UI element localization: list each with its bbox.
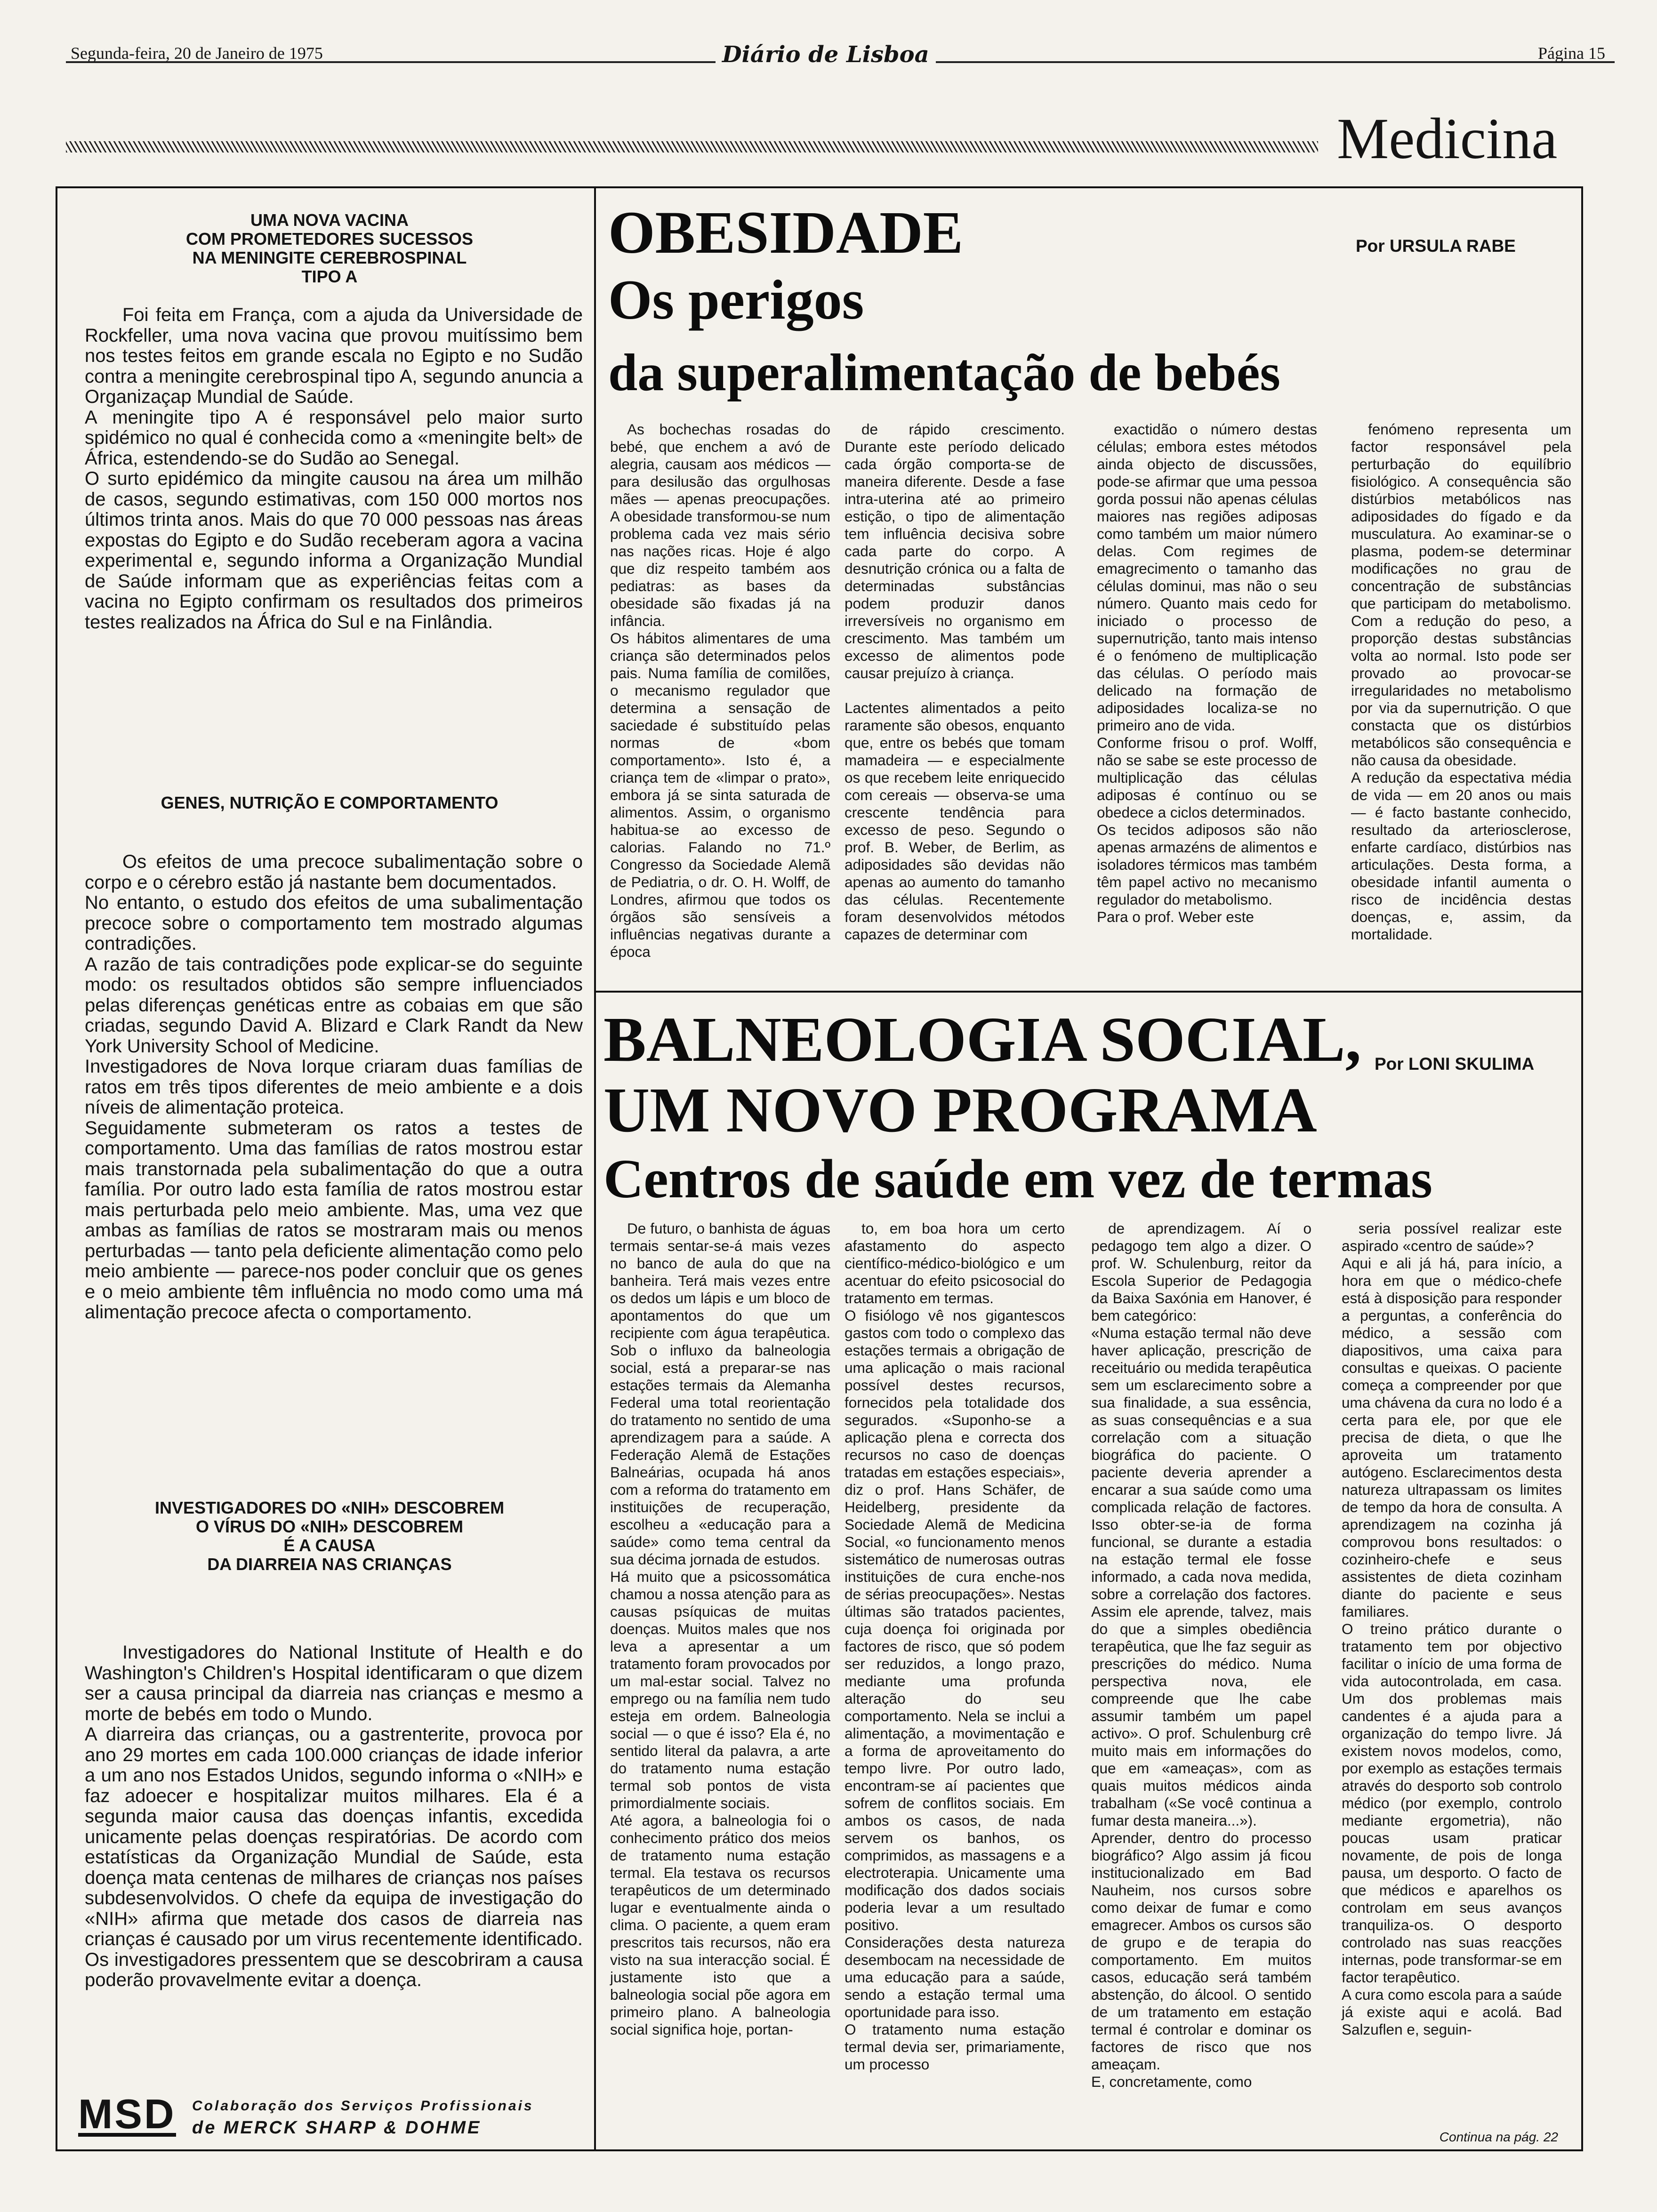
- sponsor-line-1: Colaboração dos Serviços Profissionais: [192, 2098, 534, 2114]
- article-body-nih: Investigadores do National Institute of Health e do Washington's Children's Hospital identificaram o que dizem ser a causa principal da diarreia nas crianças e mesmo a morte de bebés em todo o Mundo. A diarreira das crianças, ou a gastrenterite, provoca por ano 29 mortes em cada 100.000 crianças de idade inferior a um ano nos Estados Unidos, segundo informa o «NIH» e faz adoecer e hospitalizar muitos milhares. Ela é a segunda maior causa das doenças infantis, excedida unicamente pelas doenças respiratórias. De acordo com estatísticas da Organização Mundial de Saúde, esta doença mata centenas de milhares de crianças nos países subdesenvolvidos. O chefe da equipa de investigação do «NIH» afirma que metade dos casos de diarreia nas crianças é causado por um virus recentemente identificado. Os investigadores pressentem que se descobriram a causa poderão provavelmente evitar a doença.: [85, 1642, 583, 1990]
- balneologia-column-1: De futuro, o banhista de águas termais sentar-se-á mais vezes no banco de aula do que na banheira. Terá mais vezes entre os dedos um lápis e um bloco de apontamentos do que um recipiente com água terapêutica. Sob o influxo da balneologia social, está a preparar-se nas estações termais da Alemanha Federal uma total reorientação do tratamento no sentido de uma aprendizagem para a saúde. A Federação Alemã de Estações Balneárias, ocupada há anos com a reforma do tratamento em instituições de recuperação, escolheu a «educação para a saúde» como tema central da sua décima jornada de estudos. Há muito que a psicossomática chamou a nossa atenção para as causas psíquicas de muitas doenças. Muitos males que nos leva a apresentar a um tratamento foram provocados por um mal-estar social. Talvez no emprego ou na família nem tudo esteja em ordem. Balneologia social — o que é isso? Ela é, no sentido literal da palavra, a arte do tratamento numa estação termal sob pontos de vista primordialmente sociais. Até agora, a balneologia foi o conhecimento prático dos meios de tratamento numa estação termal. Ela testava os recursos terapêuticos de um determinado lugar e eventualmente ainda o clima. O paciente, a quem eram prescritos tais recursos, não era visto na sua interacção social. É justamente isto que a balneologia social põe agora em primeiro plano. A balneologia social significa hoje, portan-: [610, 1220, 830, 2038]
- balneologia-subtitle: Centros de saúde em vez de termas: [603, 1148, 1432, 1210]
- obesidade-byline: Por URSULA RABE: [1356, 236, 1516, 256]
- balneologia-column-2: to, em boa hora um certo afastamento do aspecto científico-médico-biológico e um acentuar do efeito psicosocial do tratamento em termas. O fisiólogo vê nos gigantescos gastos com todo o complexo das estações termais a obrigação de uma aplicação o mais racional possível destes recursos, fornecidos pela totalidade dos segurados. «Suponho-se a aplicação plena e correcta dos recursos no caso de doenças tratadas em estações especiais», diz o prof. Hans Schäfer, de Heidelberg, presidente da Sociedade Alemã de Medicina Social, «o funcionamento menos sistemático de numerosas outras instituições de cura enche-nos de sérias preocupações». Nestas últimas são tratados pacientes, cuja doença foi originada por factores de risco, que só podem ser reduzidos, a longo prazo, mediante uma profunda alteração do seu comportamento. Nela se inclui a alimentação, a movimentação e a forma de aproveitamento do tempo livre. Por outro lado, encontram-se aí pacientes que sofrem de conflitos sociais. Em ambos os casos, de nada servem os banhos, os comprimidos, as massagens e a electroterapia. Unicamente uma modificação dos dados sociais poderia levar a um resultado positivo. Considerações desta natureza desembocam na necessidade de uma educação para a saúde, sendo a estação termal uma oportunidade para isso. O tratamento numa estação termal devia ser, primariamente, um processo: [845, 1220, 1065, 2073]
- section-hatch-bar: [66, 141, 1318, 152]
- column-divider: [594, 186, 596, 2151]
- balneologia-column-3: de aprendizagem. Aí o pedagogo tem algo a dizer. O prof. W. Schulenburg, reitor da Escola Superior de Pedagogia da Baixa Saxónia em Hanover, é bem categórico: «Numa estação termal não deve haver aplicação, prescrição de receituário ou medida terapêutica sem um esclarecimento sobre a sua finalidade, a sua essência, as suas consequências e a sua correlação com a situação biográfica do paciente. O paciente deveria aprender a encarar a sua saúde como uma complicada relação de factores. Isso obter-se-ia de forma funcional, se durante a estadia na estação termal ele fosse informado, a cada nova medida, sobre a correlação dos factores. Assim ele aprende, talvez, mais do que a simples obediência terapêutica, que lhe faz seguir as prescrições do médico. Numa perspectiva nova, ele compreende que lhe cabe assumir também um papel activo». O prof. Schulenburg crê muito mais em informações do que em «ameaças», com as quais muitos médicos ainda trabalham («Se você continua a fumar desta maneira...»). Aprender, dentro do processo biográfico? Algo assim já ficou institucionalizado em Bad Nauheim, nos cursos sobre como deixar de fumar e como emagrecer. Ambos os cursos são de grupo e de terapia do comportamento. Em muitos casos, educação será também abstenção, do álcool. O sentido de um tratamento em estação termal é controlar e dominar os factores de risco que nos ameaçam. E, concretamente, como: [1091, 1220, 1311, 2090]
- article-body-vacina: Foi feita em França, com a ajuda da Universidade de Rockfeller, uma nova vacina que provou muitíssimo bem nos testes feitos em grande escala no Egipto e no Sudão contra a meningite cerebrospinal tipo A, segundo anuncia a Organizaçap Mundial de Saúde. A meningite tipo A é responsável pelo maior surto spidémico no qual é conhecida como a «meningite belt» de África, estendendo-se do Sudão ao Senegal. O surto epidémico da mingite causou na área um milhão de casos, segundo estimativas, com 150 000 mortos nos últimos trinta anos. Mais do que 70 000 pessoas nas áreas expostas do Egipto e do Sudão receberam agora a vacina experimental e, segundo informa a Organização Mundial de Saúde informam que as experiências feitas com a vacina no Egipto confirmam os resultados dos primeiros testes realizados na África do Sul e na Finlândia.: [85, 305, 583, 633]
- balneologia-column-4: seria possível realizar este aspirado «centro de saúde»? Aqui e ali já há, para início, a hora em que o médico-chefe está à disposição para responder a perguntas, a conferência do médico, a sessão com diapositivos, uma caixa para consultas e queixas. O paciente começa a compreender por que uma chávena da cura no lodo é a certa para ele, por que ele precisa de dieta, o que lhe aproveita um tratamento autógeno. Esclarecimentos desta natureza ultrapassam os limites de tempo da hora de consulta. A aprendizagem na cozinha já comprovou bons resultados: o cozinheiro-chefe e seus assistentes de dieta cozinham diante do paciente e seus familiares. O treino prático durante o tratamento tem por objectivo facilitar o início de uma forma de vida autocontrolada, em casa. Um dos problemas mais candentes é a ajuda para a organização do tempo livre. Já existem novos modelos, como, por exemplo as estações termais através do desporto sob controlo médico (por exemplo, controlo mediante ergometria), não poucas usam praticar novamente, de pois de longa pausa, um desporto. O facto de que médicos e aparelhos os controlam em seus avanços tranquiliza-os. O desporto controlado nas suas reacções internas, pode transformar-se em factor terapêutico. A cura como escola para a saúde já existe aqui e acolá. Bad Salzuflen e, seguin-: [1342, 1220, 1562, 2038]
- article-headline-vacina: UMA NOVA VACINA COM PROMETEDORES SUCESSOS NA MENINGITE CEREBROSPINAL TIPO A: [185, 210, 474, 286]
- obesidade-title: OBESIDADE: [608, 199, 963, 266]
- header-date: Segunda-feira, 20 de Janeiro de 1975: [71, 44, 323, 63]
- newspaper-title: Diário de Lisboa: [716, 41, 936, 68]
- msd-logo: MSD: [78, 2091, 176, 2137]
- balneologia-title-2: UM NOVO PROGRAMA: [603, 1075, 1317, 1146]
- obesidade-subtitle: Os perigos: [608, 268, 864, 331]
- article-headline-nih: INVESTIGADORES DO «NIH» DESCOBREM O VÍRUS DO «NIH» DESCOBREM É A CAUSA DA DIARREIA NAS CRIANÇAS: [154, 1498, 505, 1574]
- section-divider: [594, 991, 1583, 993]
- article-headline-genes: GENES, NUTRIÇÃO E COMPORTAMENTO: [161, 793, 499, 812]
- page-number: Página 15: [1538, 44, 1605, 63]
- obesidade-column-4: fenómeno representa um factor responsável pela perturbação do equilíbrio fisiológico. A consequência são distúrbios metabólicos nas adiposidades do fígado e da musculatura. Ao examinar-se o plasma, podem-se determinar modificações no grau de concentração de substâncias que participam do metabolismo. Com a redução do peso, a proporção destas substâncias volta ao normal. Isto pode ser provado ao provocar-se irregularidades no metabolismo por via da supernutrição. O que constacta que os distúrbios metabólicos são consequência e não causa da obesidade. A redução da espectativa média de vida — em 20 anos ou mais — é facto bastante conhecido, resultado da arteriosclerose, enfarte cardíaco, distúrbios nas articulações. Desta forma, a obesidade infantil aumenta o risco de incidência destas doenças, e, assim, da mortalidade.: [1351, 421, 1571, 943]
- sponsor-line-2: de MERCK SHARP & DOHME: [192, 2118, 482, 2138]
- sponsor-credit: [192, 2095, 534, 2139]
- obesidade-subtitle-2: da superalimentação de bebés: [608, 344, 1280, 402]
- obesidade-column-3: exactidão o número destas células; embora estes métodos ainda objecto de discussões, pode-se afirmar que uma pessoa gorda possui não apenas células maiores nas regiões adiposas como também um maior número delas. Com regimes de emagrecimento o tamanho das células dominui, mas não o seu número. Quanto mais cedo for iniciado o processo de supernutrição, tanto mais intenso é o fenómeno de multiplicação das células. O período mais delicado na formação de adiposidades localiza-se no primeiro ano de vida. Conforme frisou o prof. Wolff, não se sabe se este processo de multiplicação das células adiposas é contínuo ou se obedece a ciclos determinados. Os tecidos adiposos são não apenas armazéns de alimentos e isoladores térmicos mas também têm papel activo no mecanismo regulador do metabolismo. Para o prof. Weber este: [1097, 421, 1317, 925]
- continued-note: Continua na pág. 22: [1439, 2130, 1558, 2144]
- balneologia-title: BALNEOLOGIA SOCIAL,: [603, 1004, 1361, 1075]
- article-body-genes: Os efeitos de uma precoce subalimentação sobre o corpo e o cérebro estão já nastante bem documentados. No entanto, o estudo dos efeitos de uma subalimentação precoce sobre o comportamento tem mostrado algumas contradições. A razão de tais contradições pode explicar-se do seguinte modo: os resultados obtidos são sempre influenciados pelas diferenças genéticas entre as cobaias em que são criadas, segundo David A. Blizard e Clark Randt da New York University School of Medicine. Investigadores de Nova Iorque criaram duas famílias de ratos em três tipos diferentes de meio ambiente e a dois níveis de alimentação proteica. Seguidamente submeteram os ratos a testes de comportamento. Uma das famílias de ratos mostrou estar mais transtornada pela subalimentação do que a outra família. Por outro lado esta família de ratos mostrou estar mais perturbada pelo meio ambiente. Mas, uma vez que ambas as famílias de ratos se mostraram mais ou menos perturbadas — tanto pela deficiente alimentação como pelo meio ambiente — parece-nos poder concluir que os genes e o meio ambiente têm influência no modo como uma má alimentação precoce afecta o comportamento.: [85, 851, 583, 1322]
- section-title: Medicina: [1337, 106, 1558, 171]
- balneologia-byline: Por LONI SKULIMA: [1375, 1054, 1535, 1074]
- obesidade-column-1: As bochechas rosadas do bebé, que enchem a avó de alegria, causam aos médicos — para desilusão das orgulhosas mães — apenas preocupações. A obesidade transformou-se num problema cada vez mais sério nas nações ricas. Hoje é algo que diz respeito também aos pediatras: as bases da obesidade são fixadas já na infância. Os hábitos alimentares de uma criança são determinados pelos pais. Numa família de comilões, o mecanismo regulador que determina a sensação de saciedade é substituído pelas normas de «bom comportamento». Isto é, a criança tem de «limpar o prato», embora já se sinta saturada de alimentos. Assim, o organismo habitua-se ao excesso de calorias. Falando no 71.º Congresso da Sociedade Alemã de Pediatria, o dr. O. H. Wolff, de Londres, afirmou que todos os órgãos são sensíveis a influências negativas durante a época: [610, 421, 830, 960]
- obesidade-column-2: de rápido crescimento. Durante este período delicado cada órgão comporta-se de maneira diferente. Desde a fase intra-uterina até ao primeiro estição, o tipo de alimentação tem influência decisiva sobre cada parte do corpo. A desnutrição crónica ou a falta de determinadas substâncias podem produzir danos irreversíveis no organismo em crescimento. Mas também um excesso de alimentos pode causar prejuízo à criança. Lactentes alimentados a peito raramente são obesos, enquanto que, entre os bebés que tomam mamadeira — e especialmente os que recebem leite enriquecido com cereais — observa-se uma crescente tendência para excesso de peso. Segundo o prof. B. Weber, de Berlim, as adiposidades são devidas não apenas ao aumento do tamanho das células. Recentemente foram desenvolvidos métodos capazes de determinar com: [845, 421, 1065, 943]
